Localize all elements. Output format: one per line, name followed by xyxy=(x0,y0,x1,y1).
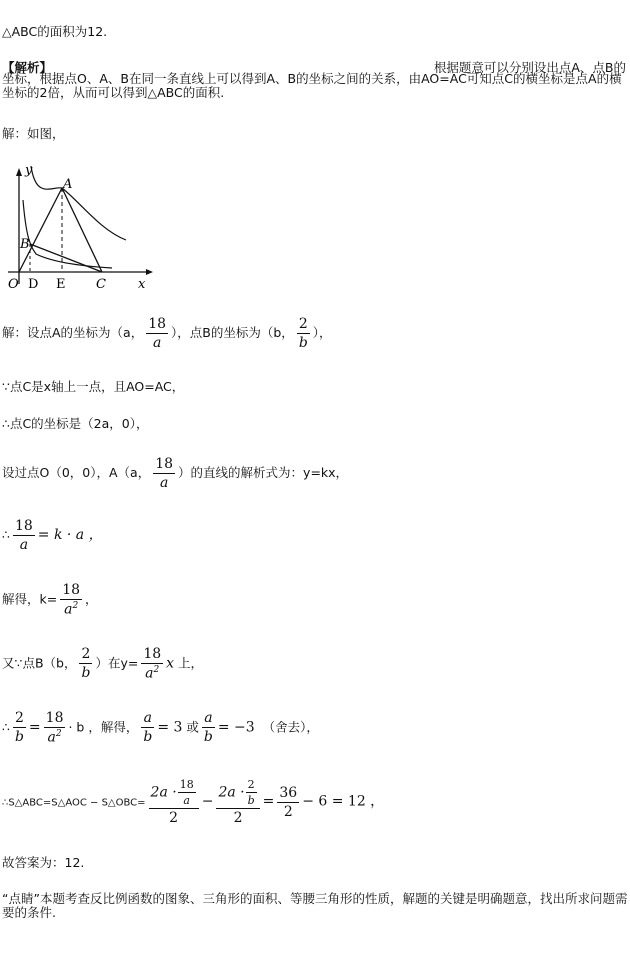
step-7-text-c: 上， xyxy=(178,655,204,671)
hyperbola-figure xyxy=(0,160,160,292)
step-2: ∵点C是x轴上一点，且AO=AC， xyxy=(2,379,185,394)
label-E: E xyxy=(56,277,66,292)
fraction-2-over-b: $\frac{2}{b}$ xyxy=(14,710,24,746)
step-7-text-b: ）在y= xyxy=(95,655,139,671)
step-9-result: − 6 = 12 ， xyxy=(302,793,385,810)
fraction-18-over-a: $\frac{18}{a}$ xyxy=(155,456,174,491)
fraction-a-over-b: $\frac{a}{b}$ xyxy=(203,710,213,746)
fraction-18-over-a-squared: $\frac{18}{a^2}$ xyxy=(143,646,162,682)
step-9-area-expr: ∴S△ABC=S△AOC − S△OBC= xyxy=(2,797,146,809)
fraction-area-OBC: 2a · $\frac{2}{b}$ 2 xyxy=(216,778,259,826)
label-A: A xyxy=(63,177,73,192)
analysis-tag: 【解析】 xyxy=(2,60,53,75)
label-y: y xyxy=(25,163,33,178)
curve-2-over-x xyxy=(23,200,112,268)
fraction-a-over-b: $\frac{a}{b}$ xyxy=(143,710,153,746)
step-8-note: （舍去）， xyxy=(262,719,319,735)
x-axis-arrow xyxy=(146,269,153,275)
step-7-x: x xyxy=(166,655,175,672)
y-axis-arrow xyxy=(16,168,22,176)
analysis-text-rest: 坐标，根据点O、A、B在同一条直线上可以得到A、B的坐标之间的关系，由AO=AC可知点C的横坐标是点A的横坐标的2倍，从而可以得到△ABC的面积. xyxy=(2,71,622,100)
step-8 xyxy=(2,710,319,746)
step-4-text-b: ）的直线的解析式为：y=kx， xyxy=(178,465,349,480)
label-D: D xyxy=(28,277,39,292)
final-answer: 故答案为：12. xyxy=(2,855,85,870)
step-8-or: 或 xyxy=(186,719,199,735)
step-1-text-b: ），点B的坐标为（b， xyxy=(171,325,294,340)
fraction-18-over-a-squared: $\frac{18}{a^2}$ xyxy=(45,710,64,746)
analysis-text-line1: 根据题意可以分别设出点A、点B的 xyxy=(433,60,626,75)
solution-intro: 解：如图， xyxy=(2,126,65,141)
fraction-18-over-a-squared: $\frac{18}{a^2}$ xyxy=(62,582,81,618)
step-1-text-c: ）， xyxy=(312,325,332,340)
curve-18-over-x xyxy=(31,166,126,240)
label-B: B xyxy=(20,237,30,252)
label-x: x xyxy=(138,277,146,292)
step-4-text-a: 设过点O（0，0），A（a， xyxy=(2,465,151,480)
fraction-2-over-b: $\frac{2}{b}$ xyxy=(81,646,91,682)
step-9-minus: − xyxy=(201,793,214,810)
fraction-2-over-b: $\frac{2}{b}$ xyxy=(298,316,308,351)
step-8-value-2: = −3 xyxy=(217,719,255,736)
step-8-therefore: ∴ xyxy=(2,719,10,735)
fraction-36-over-2: $\frac{36}{2}$ xyxy=(279,784,298,820)
step-8-value-1: = 3 xyxy=(157,719,183,736)
fraction-18-over-a: $\frac{18}{a}$ xyxy=(148,316,167,351)
step-1 xyxy=(2,316,332,351)
step-9 xyxy=(2,778,384,826)
label-C: C xyxy=(96,277,106,292)
step-9-equals: = xyxy=(262,793,275,810)
fraction-18-over-a: $\frac{18}{a}$ xyxy=(14,518,33,553)
fraction-area-AOC: 2a · $\frac{18}{a}$ 2 xyxy=(149,778,199,826)
step-6-text-b: ， xyxy=(85,591,98,607)
label-O: O xyxy=(8,277,19,292)
comment-dianjing: “点睛”本题考查反比例函数的图象、三角形的面积、等腰三角形的性质，解题的关键是明确题意，找出所求问题需要的条件. xyxy=(2,891,628,920)
step-1-text-a: 解：设点A的坐标为（a， xyxy=(2,325,144,340)
answer-line: △ABC的面积为12. xyxy=(2,24,108,39)
step-8-text-mid: · b ，解得， xyxy=(68,719,139,735)
step-5-therefore: ∴ xyxy=(2,527,10,542)
step-6 xyxy=(2,582,98,618)
step-7 xyxy=(2,646,203,682)
step-3: ∴点C的坐标是（2a，0）， xyxy=(2,416,149,431)
step-5 xyxy=(2,518,103,553)
step-5-rhs: = k · a ， xyxy=(37,527,103,543)
line-OA xyxy=(19,188,62,272)
step-7-text-a: 又∵点B（b， xyxy=(2,655,77,671)
step-8-equals: = xyxy=(28,719,41,736)
step-6-text-a: 解得，k= xyxy=(2,591,58,607)
step-4 xyxy=(2,456,348,491)
